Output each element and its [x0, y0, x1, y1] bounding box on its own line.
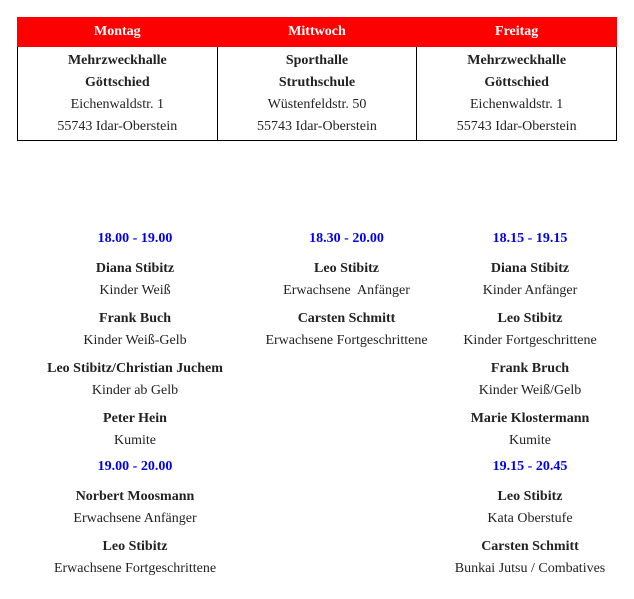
training-group: Kata Oberstufe [487, 511, 573, 526]
trainer-name: Marie Klostermann [470, 411, 590, 426]
schedule-entry [250, 308, 443, 358]
venue-city: 55743 Idar-Oberstein [456, 118, 577, 134]
time-slot: 19.00 - 20.00 [97, 459, 173, 474]
schedule-entry [25, 486, 245, 536]
venue-name: Sporthalle [285, 52, 349, 68]
venue-table [17, 17, 617, 141]
schedule-entry [250, 258, 443, 308]
venue-cell-friday [417, 47, 617, 141]
venue-street: Eichenwaldstr. 1 [70, 96, 164, 112]
trainer-name: Carsten Schmitt [481, 539, 579, 554]
time-slot: 18.15 - 19.15 [492, 231, 568, 246]
training-group: Kumite [114, 433, 156, 448]
venue-name-sub: Göttschied [484, 74, 549, 90]
schedule-column-monday [25, 230, 245, 586]
schedule-entry [445, 536, 615, 586]
training-group: Kinder Weiß [99, 283, 171, 298]
trainer-name: Leo Stibitz [497, 489, 563, 504]
training-group: Erwachsene Fortgeschrittene [53, 561, 217, 576]
trainer-name: Leo Stibitz [314, 261, 379, 276]
schedule-column-friday [445, 230, 615, 586]
schedule-entry [25, 408, 245, 458]
venue-cell-wednesday [217, 47, 417, 141]
training-group: Kinder ab Gelb [91, 383, 179, 398]
day-header-friday: Freitag [417, 18, 617, 47]
training-group: Kinder Anfänger [482, 283, 578, 298]
venue-cell-monday [18, 47, 218, 141]
schedule-entry [25, 358, 245, 408]
trainer-name: Diana Stibitz [490, 261, 570, 276]
venue-street: Eichenwaldstr. 1 [470, 96, 564, 112]
schedule-entry [25, 258, 245, 308]
trainer-name: Leo Stibitz/Christian Juchem [47, 361, 223, 376]
venue-name: Mehrzweckhalle [467, 52, 567, 68]
trainer-name: Frank Buch [99, 311, 171, 326]
training-group: Kumite [509, 433, 551, 448]
schedule-entry [445, 408, 615, 458]
training-group: Bunkai Jutsu / Combatives [454, 561, 606, 576]
schedule-entry [445, 258, 615, 308]
day-header-wednesday: Mittwoch [217, 18, 417, 47]
schedule-entry [445, 358, 615, 408]
venue-city: 55743 Idar-Oberstein [57, 118, 178, 134]
training-group: Kinder Weiß/Gelb [478, 383, 582, 398]
trainer-name: Norbert Moosmann [75, 489, 195, 504]
training-group: Erwachsene Anfänger [283, 283, 410, 298]
training-group: Kinder Weiß-Gelb [83, 333, 187, 348]
time-slot: 18.30 - 20.00 [309, 231, 384, 246]
training-group: Erwachsene Fortgeschrittene [265, 333, 428, 348]
trainer-name: Frank Bruch [490, 361, 570, 376]
trainer-name: Carsten Schmitt [297, 311, 396, 326]
training-group: Erwachsene Anfänger [73, 511, 197, 526]
venue-name-sub: Struthschule [278, 74, 356, 90]
schedule-entry [445, 308, 615, 358]
day-header-monday: Montag [18, 18, 218, 47]
schedule-entry [25, 308, 245, 358]
trainer-name: Leo Stibitz [102, 539, 168, 554]
schedule-entry [445, 486, 615, 536]
venue-street: Wüstenfeldstr. 50 [267, 96, 367, 112]
time-slot: 18.00 - 19.00 [97, 231, 173, 246]
time-slot: 19.15 - 20.45 [492, 459, 568, 474]
venue-name-sub: Göttschied [85, 74, 150, 90]
schedule-entry [25, 536, 245, 586]
trainer-name: Leo Stibitz [497, 311, 563, 326]
training-group: Kinder Fortgeschrittene [463, 333, 597, 348]
venue-name: Mehrzweckhalle [67, 52, 167, 68]
trainer-name: Peter Hein [103, 411, 167, 426]
schedule-column-wednesday [250, 230, 443, 358]
venue-city: 55743 Idar-Oberstein [257, 118, 377, 134]
trainer-name: Diana Stibitz [95, 261, 175, 276]
